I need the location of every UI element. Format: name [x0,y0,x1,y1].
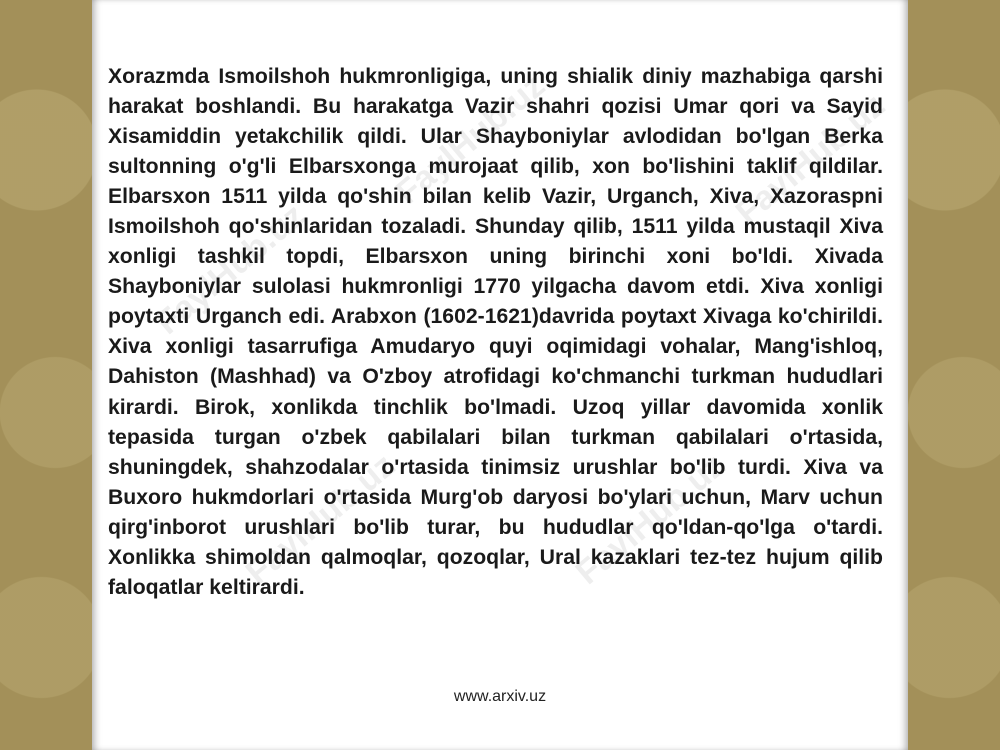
right-decorative-border [908,0,1000,750]
left-decorative-border [0,0,92,750]
body-paragraph: Xorazmda Ismoilshoh hukmronligiga, uning shialik diniy mazhabiga qarshi harakat boshlandi. Bu harakatga Vazir shahri qozisi Umar qori va Sayid Xisamiddin yetakchilik qildi. Ular Shayboniylar avlodidan bo'lgan Berka sultonning o'g'li Elbarsxonga murojaat qilib, xon bo'lishini taklif qildilar. Elbarsxon 1511 yilda qo'shin bilan kelib Vazir, Urganch, Xiva, Xazoraspni Ismoilshoh qo'shinlaridan tozaladi. Shunday qilib, 1511 yilda mustaqil Xiva xonligi tashkil topdi, Elbarsxon uning birinchi xoni bo'ldi. Xivada Shayboniylar sulolasi hukmronligi 1770 yilgacha davom etdi. Xiva xonligi poytaxti Urganch edi. Arabxon (1602-1621)davrida poytaxt Xivaga ko'chirildi. Xiva xonligi tasarrufiga Amudaryo quyi oqimidagi vohalar, Mang'ishloq, Dahiston (Mashhad) va O'zboy atrofidagi ko'chmanchi turkman hududlari kirardi. Birok, xonlikda tinchlik bo'lmadi. Uzoq yillar davomida xonlik tepasida turgan o'zbek qabilalari bilan turkman qabilalari o'rtasida, shuningdek, shahzodalar o'rtasida tinimsiz urushlar bo'lib turdi. Xiva va Buxoro hukmdorlari o'rtasida Murg'ob daryosi bo'ylari uchun, Marv uchun qirg'inborot urushlari bo'lib turar, bu hududlar qo'ldan-qo'lga o'tardi. Xonlikka shimoldan qalmoqlar, qozoqlar, Ural kazaklari tez-tez hujum qilib faloqatlar keltirardi. [108,65,883,599]
footer-source-link[interactable]: www.arxiv.uz [453,688,547,705]
